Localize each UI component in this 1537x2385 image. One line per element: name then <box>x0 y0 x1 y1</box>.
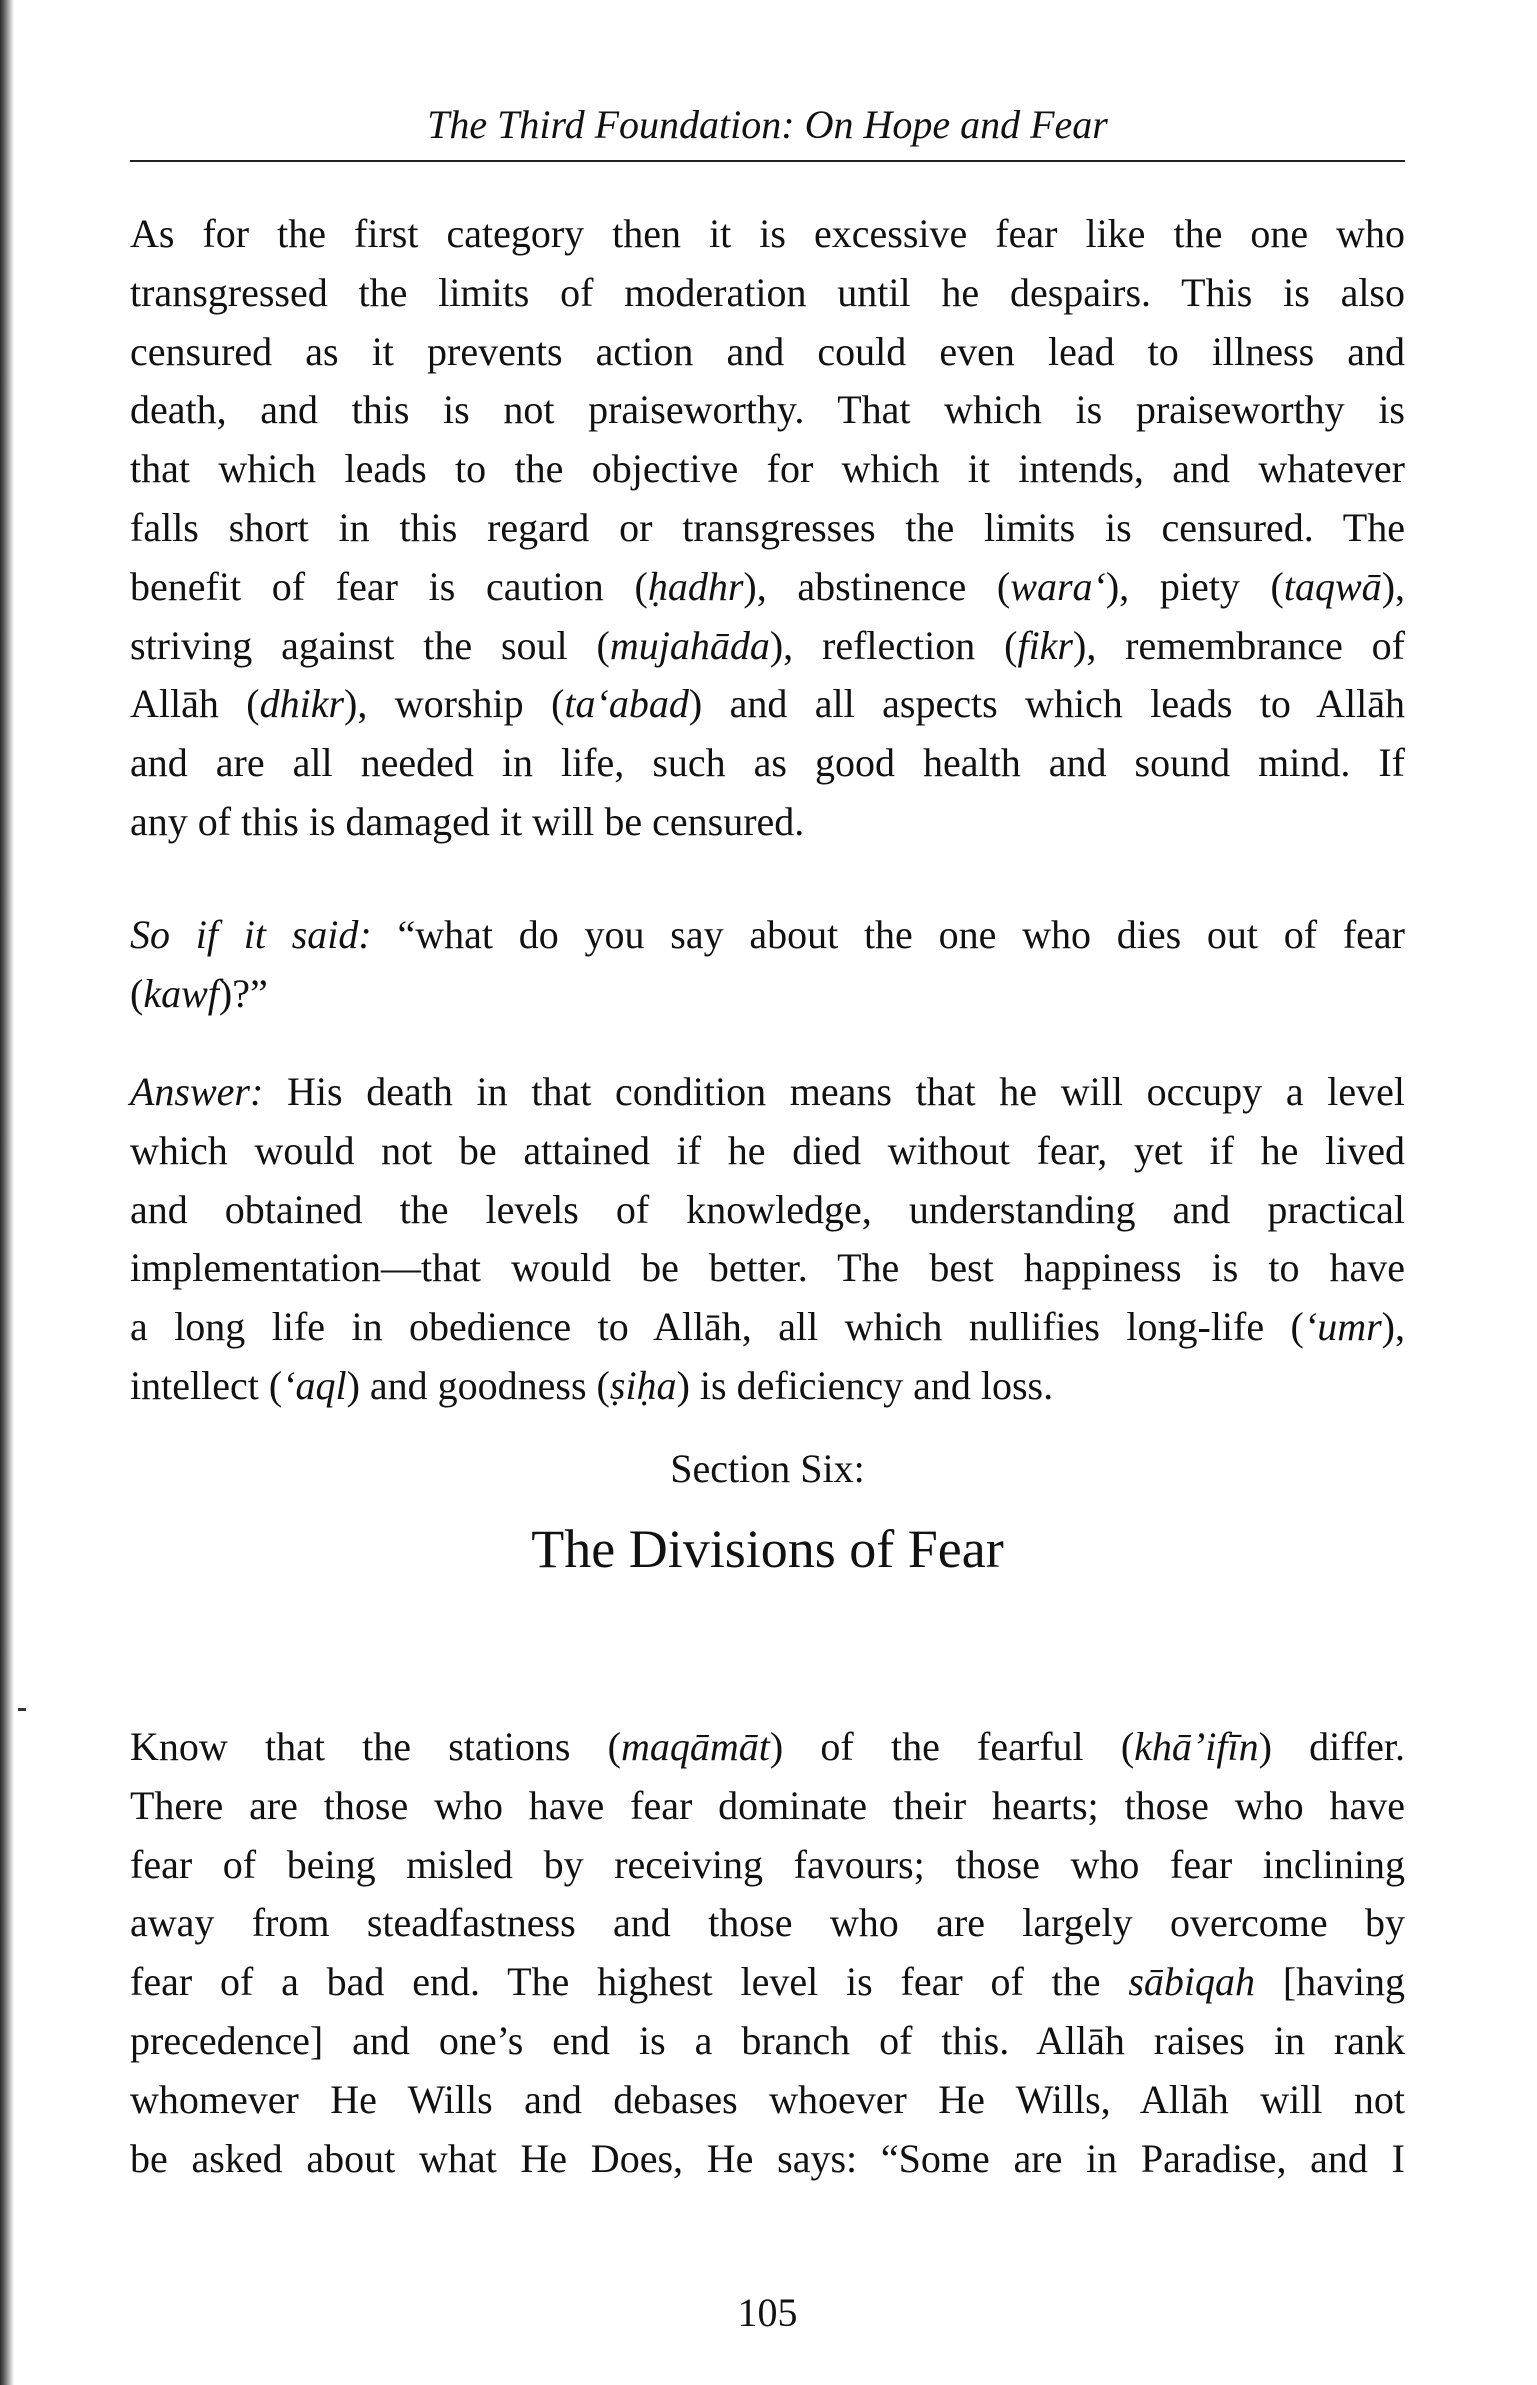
text-line: striving against the soul (mujahāda), reflection (fikr), remembrance of <box>130 622 1405 668</box>
arabic-term: ‘aql <box>282 1362 347 1408</box>
paragraph-question <box>130 906 1405 1024</box>
arabic-term: ‘umr <box>1303 1304 1382 1350</box>
book-page <box>130 0 1405 2385</box>
text-line: be asked about what He Does, He says: “Some are in Paradise, and I <box>130 2135 1405 2181</box>
arabic-term: kawf <box>143 970 219 1016</box>
text-line: As for the first category then it is excessive fear like the one who <box>130 211 1405 256</box>
text-line: So if it said: “what do you say about the one who dies out of fear <box>130 912 1405 957</box>
text-line: which would not be attained if he died without fear, yet if he lived <box>130 1127 1405 1173</box>
text-line: censured as it prevents action and could even lead to illness and <box>130 328 1405 374</box>
text-line: away from steadfastness and those who are largely overcome by <box>130 1900 1405 1946</box>
text-line: benefit of fear is caution (ḥadhr), abstinence (wara‘), piety (taqwā), <box>130 563 1406 609</box>
text-line: and obtained the levels of knowledge, understanding and practical <box>130 1186 1405 1232</box>
text-line: whomever He Wills and debases whoever He Wills, Allāh will not <box>130 2076 1405 2122</box>
text-line: (kawf)?” <box>130 970 268 1016</box>
text-line: falls short in this regard or transgresses the limits is censured. The <box>130 504 1405 550</box>
arabic-term: ta‘abad <box>564 681 689 727</box>
text-line: intellect (‘aql) and goodness (ṣiḥa) is deficiency and loss. <box>130 1362 1054 1408</box>
text-line: that which leads to the objective for which it intends, and whatever <box>130 446 1405 492</box>
text-line: fear of being misled by receiving favours; those who fear inclining <box>130 1841 1405 1887</box>
page-number: 105 <box>737 2290 798 2335</box>
text-line: precedence] and one’s end is a branch of this. Allāh raises in rank <box>130 2017 1405 2063</box>
paragraph-divisions <box>130 1718 1405 2188</box>
arabic-term: ṣiḥa <box>609 1362 677 1408</box>
arabic-term: fikr <box>1017 622 1073 668</box>
question-lead: So if it said: <box>130 912 372 957</box>
text-line: a long life in obedience to Allāh, all which nullifies long-life (‘umr), <box>130 1304 1405 1350</box>
arabic-term: maqāmāt <box>621 1724 770 1769</box>
text-line: fear of a bad end. The highest level is fear of the sābiqah [having <box>130 1959 1406 2005</box>
header-rule <box>130 160 1405 162</box>
running-head: The Third Foundation: On Hope and Fear <box>427 102 1108 147</box>
answer-lead: Answer: <box>130 1069 264 1114</box>
section-label: Section Six: <box>670 1446 865 1491</box>
paragraph-excessive-fear <box>130 205 1405 852</box>
text-line: and are all needed in life, such as good health and sound mind. If <box>130 740 1405 786</box>
text-line: any of this is damaged it will be censured. <box>130 798 805 844</box>
arabic-term: ḥadhr <box>647 563 744 609</box>
book-spine-shadow <box>0 0 14 2385</box>
text-line: transgressed the limits of moderation until he despairs. This is also <box>130 269 1405 315</box>
arabic-term: dhikr <box>259 681 345 727</box>
text-line: Answer: His death in that condition means that he will occupy a level <box>130 1069 1405 1114</box>
arabic-term: sābiqah <box>1128 1959 1255 2005</box>
arabic-term: wara‘ <box>1010 563 1106 609</box>
arabic-term: taqwā <box>1283 563 1382 609</box>
margin-mark <box>18 1708 26 1711</box>
paragraph-answer <box>130 1063 1405 1416</box>
text-line: There are those who have fear dominate their hearts; those who have <box>130 1782 1405 1828</box>
text-line: implementation—that would be better. The best happiness is to have <box>130 1245 1405 1291</box>
arabic-term: khā’ifīn <box>1134 1724 1259 1769</box>
text-line: Know that the stations (maqāmāt) of the fearful (khā’ifīn) differ. <box>130 1724 1406 1769</box>
arabic-term: mujahāda <box>609 622 770 668</box>
text-line: death, and this is not praiseworthy. That which is praiseworthy is <box>130 387 1405 433</box>
section-title: The Divisions of Fear <box>531 1519 1004 1579</box>
text-line: Allāh (dhikr), worship (ta‘abad) and all aspects which leads to Allāh <box>130 681 1406 727</box>
